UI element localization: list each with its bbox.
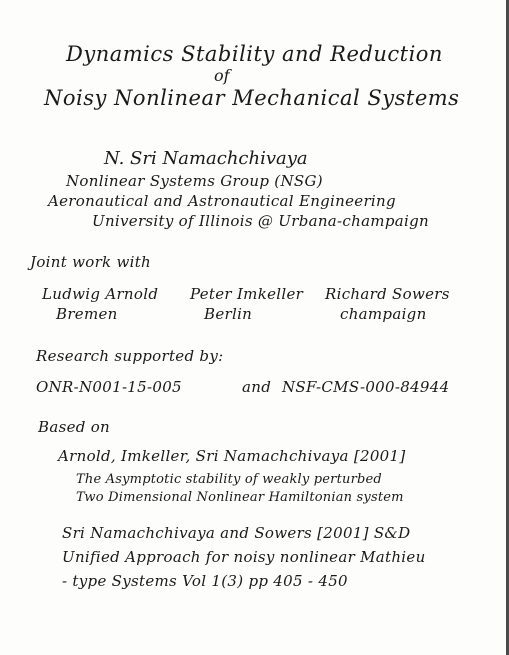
grant-conjunction: and [242, 378, 272, 396]
title-line-2: of [214, 66, 230, 85]
joint-work-heading: Joint work with [30, 253, 152, 271]
author-university: University of Illinois @ Urbana-champaign [92, 212, 429, 230]
collaborator-place: Berlin [204, 305, 253, 323]
author-name: N. Sri Namachchivaya [104, 148, 308, 169]
reference-2-title-line-1: Unified Approach for noisy nonlinear Mathieu [62, 548, 426, 566]
reference-1-authors: Arnold, Imkeller, Sri Namachchivaya [2001] [58, 447, 406, 465]
reference-2-authors: Sri Namachchivaya and Sowers [2001] S&D [62, 524, 411, 542]
title-line-1: Dynamics Stability and Reduction [66, 42, 443, 66]
collaborator-name: Richard Sowers [325, 285, 450, 303]
reference-1-title-line-1: The Asymptotic stability of weakly perturbed [76, 472, 382, 487]
support-heading: Research supported by: [36, 347, 224, 365]
title-line-3: Noisy Nonlinear Mechanical Systems [44, 86, 460, 110]
author-group: Nonlinear Systems Group (NSG) [66, 172, 323, 190]
based-on-heading: Based on [38, 418, 111, 436]
author-department: Aeronautical and Astronautical Engineering [48, 192, 396, 210]
collaborator-place: champaign [340, 305, 427, 323]
grant-nsf: NSF-CMS-000-84944 [282, 378, 450, 396]
reference-1-title-line-2: Two Dimensional Nonlinear Hamiltonian system [76, 490, 404, 505]
collaborator-place: Bremen [56, 305, 118, 323]
collaborator-name: Ludwig Arnold [42, 285, 159, 303]
grant-onr: ONR-N001-15-005 [36, 378, 182, 396]
reference-2-title-line-2: - type Systems Vol 1(3) pp 405 - 450 [62, 572, 348, 590]
collaborator-name: Peter Imkeller [190, 285, 304, 303]
